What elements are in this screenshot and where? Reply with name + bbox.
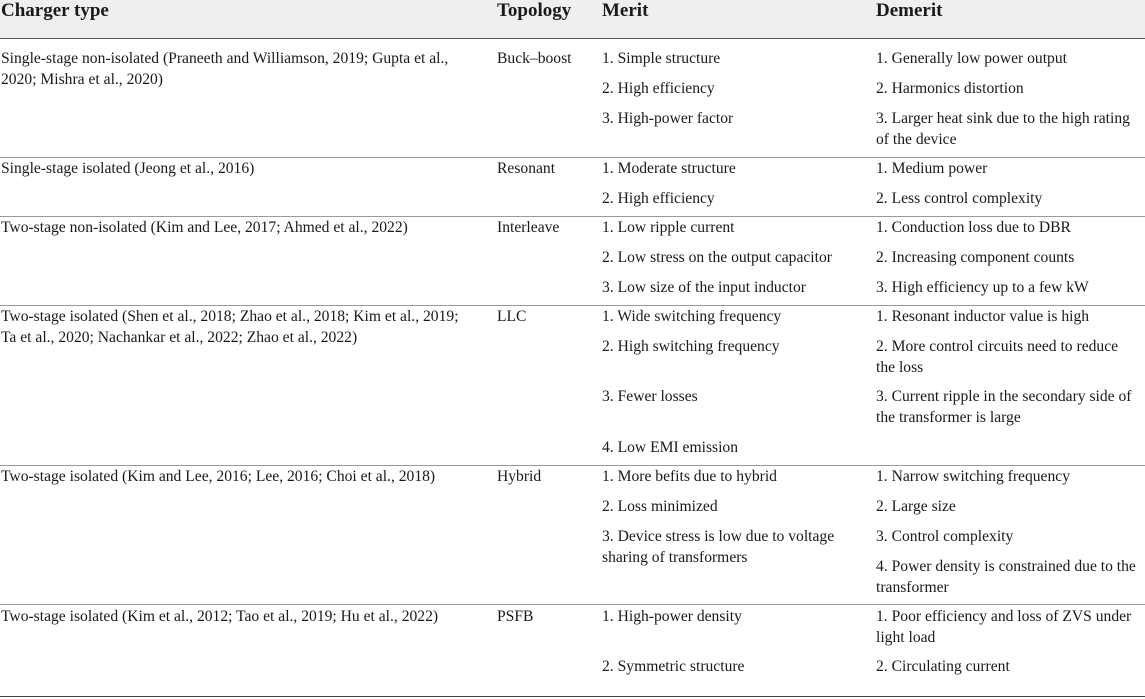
charger-type-cell: Ta et al., 2020; Nachankar et al., 2022; Zhao et al., 2022): [1, 329, 358, 346]
charger-type-cell: Single-stage non-isolated (Praneeth and Williamson, 2019; Gupta et al.,: [1, 50, 449, 67]
demerit-item: 1. Poor efficiency and loss of ZVS under: [876, 608, 1132, 625]
demerit-item: 1. Resonant inductor value is high: [876, 308, 1090, 325]
charger-type-cell: Single-stage isolated (Jeong et al., 2016): [1, 160, 255, 177]
demerit-item: 4. Power density is constrained due to the: [876, 558, 1136, 575]
row-divider: [0, 465, 1145, 466]
topology-cell: LLC: [497, 308, 527, 325]
merit-item: 1. Low ripple current: [602, 219, 735, 236]
demerit-item: 3. Control complexity: [876, 528, 1014, 545]
topology-cell: PSFB: [497, 608, 534, 625]
merit-item: 4. Low EMI emission: [602, 439, 739, 456]
merit-item: 2. High efficiency: [602, 190, 715, 207]
charger-type-cell: Two-stage isolated (Kim and Lee, 2016; Lee, 2016; Choi et al., 2018): [1, 468, 436, 485]
merit-item: 2. High efficiency: [602, 80, 715, 97]
demerit-item: 1. Conduction loss due to DBR: [876, 219, 1071, 236]
table-header: [0, 0, 1145, 39]
table-bottom-rule: [0, 696, 1145, 697]
merit-item: 3. Device stress is low due to voltage: [602, 528, 835, 545]
demerit-item: 2. Increasing component counts: [876, 249, 1075, 266]
topology-cell: Buck–boost: [497, 50, 572, 67]
demerit-item: 2. Less control complexity: [876, 190, 1043, 207]
demerit-item: 1. Generally low power output: [876, 50, 1067, 67]
charger-type-cell: Two-stage non-isolated (Kim and Lee, 2017; Ahmed et al., 2022): [1, 219, 408, 236]
demerit-item: 1. Narrow switching frequency: [876, 468, 1070, 485]
charger-type-cell: Two-stage isolated (Shen et al., 2018; Zhao et al., 2018; Kim et al., 2019;: [1, 308, 459, 325]
row-divider: [0, 216, 1145, 217]
demerit-item: of the device: [876, 131, 957, 148]
merit-item: 2. High switching frequency: [602, 338, 780, 355]
demerit-item: 2. Large size: [876, 498, 956, 515]
merit-item: 2. Low stress on the output capacitor: [602, 249, 832, 266]
demerit-item: the transformer is large: [876, 409, 1021, 426]
charger-type-cell: 2020; Mishra et al., 2020): [1, 71, 163, 88]
demerit-item: 2. Harmonics distortion: [876, 80, 1024, 97]
merit-item: 1. High-power density: [602, 608, 742, 625]
row-divider: [0, 305, 1145, 306]
merit-item: 1. More befits due to hybrid: [602, 468, 777, 485]
header-charger-type: Charger type: [1, 0, 109, 21]
demerit-item: 2. Circulating current: [876, 658, 1010, 675]
merit-item: sharing of transformers: [602, 549, 748, 566]
charger-type-cell: Two-stage isolated (Kim et al., 2012; Tao et al., 2019; Hu et al., 2022): [1, 608, 439, 625]
header-topology: Topology: [497, 0, 572, 21]
merit-item: 3. High-power factor: [602, 110, 734, 127]
row-divider: [0, 157, 1145, 158]
merit-item: 2. Symmetric structure: [602, 658, 745, 675]
demerit-item: 3. Larger heat sink due to the high rating: [876, 110, 1130, 127]
demerit-item: 3. Current ripple in the secondary side of: [876, 388, 1132, 405]
merit-item: 1. Simple structure: [602, 50, 721, 67]
topology-cell: Hybrid: [497, 468, 542, 485]
merit-item: 1. Wide switching frequency: [602, 308, 782, 325]
topology-cell: Interleave: [497, 219, 560, 236]
header-demerit: Demerit: [876, 0, 943, 21]
merit-item: 1. Moderate structure: [602, 160, 736, 177]
header-merit: Merit: [602, 0, 649, 21]
demerit-item: 3. High efficiency up to a few kW: [876, 279, 1089, 296]
demerit-item: light load: [876, 629, 936, 646]
demerit-item: the loss: [876, 359, 924, 376]
demerit-item: 2. More control circuits need to reduce: [876, 338, 1119, 355]
demerit-item: transformer: [876, 579, 949, 596]
row-divider: [0, 604, 1145, 605]
demerit-item: 1. Medium power: [876, 160, 988, 177]
merit-item: 3. Low size of the input inductor: [602, 279, 806, 296]
topology-cell: Resonant: [497, 160, 556, 177]
merit-item: 3. Fewer losses: [602, 388, 698, 405]
merit-item: 2. Loss minimized: [602, 498, 718, 515]
